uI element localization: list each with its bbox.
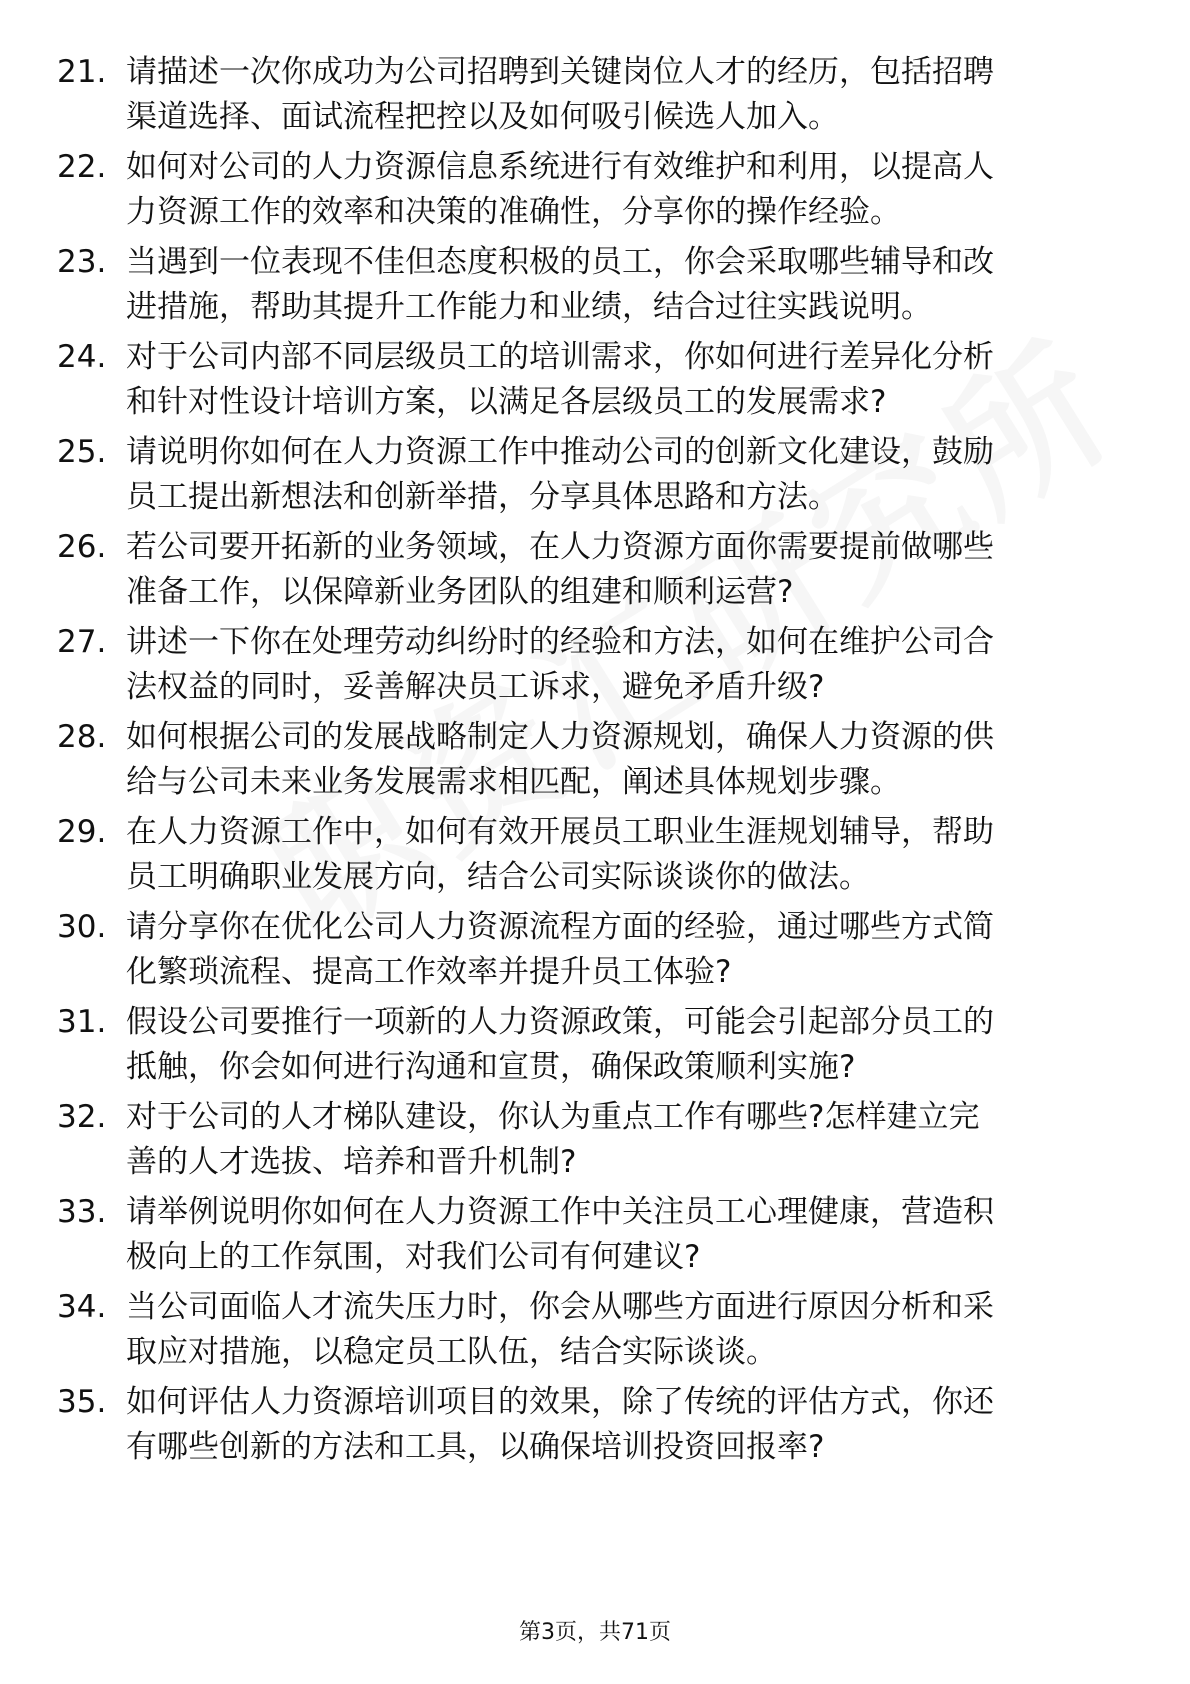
question-number: 33. — [57, 1194, 107, 1230]
question-item — [0, 905, 1190, 1000]
question-line: 对于公司的人才梯队建设，你认为重点工作有哪些?怎样建立完 — [126, 1099, 980, 1135]
question-line: 请说明你如何在人力资源工作中推动公司的创新文化建设，鼓励 — [126, 434, 994, 470]
question-text — [126, 1285, 1138, 1375]
question-text — [126, 1000, 1138, 1090]
question-text — [126, 430, 1138, 520]
question-line: 当遇到一位表现不佳但态度积极的员工，你会采取哪些辅导和改 — [126, 244, 994, 280]
question-line: 如何根据公司的发展战略制定人力资源规划，确保人力资源的供 — [126, 719, 994, 755]
question-number: 24. — [57, 339, 107, 375]
question-text — [126, 1190, 1138, 1280]
question-number: 27. — [57, 624, 107, 660]
question-item — [0, 50, 1190, 145]
question-line: 假设公司要推行一项新的人力资源政策，可能会引起部分员工的 — [126, 1004, 994, 1040]
question-item — [0, 240, 1190, 335]
question-line: 准备工作，以保障新业务团队的组建和顺利运营? — [126, 574, 794, 610]
question-item — [0, 810, 1190, 905]
question-item — [0, 1190, 1190, 1285]
question-line: 员工明确职业发展方向，结合公司实际谈谈你的做法。 — [126, 859, 870, 895]
question-line: 如何对公司的人力资源信息系统进行有效维护和利用，以提高人 — [126, 149, 994, 185]
question-item — [0, 430, 1190, 525]
question-text — [126, 50, 1138, 140]
question-list — [0, 50, 1190, 1475]
question-text — [126, 145, 1138, 235]
question-line: 渠道选择、面试流程把控以及如何吸引候选人加入。 — [126, 99, 839, 135]
question-line: 在人力资源工作中，如何有效开展员工职业生涯规划辅导，帮助 — [126, 814, 994, 850]
question-line: 极向上的工作氛围，对我们公司有何建议? — [126, 1239, 701, 1275]
question-line: 若公司要开拓新的业务领域，在人力资源方面你需要提前做哪些 — [126, 529, 994, 565]
question-item — [0, 525, 1190, 620]
question-item — [0, 145, 1190, 240]
question-line: 进措施，帮助其提升工作能力和业绩，结合过往实践说明。 — [126, 289, 932, 325]
question-item — [0, 1380, 1190, 1475]
question-line: 请举例说明你如何在人力资源工作中关注员工心理健康，营造积 — [126, 1194, 994, 1230]
question-text — [126, 1380, 1138, 1470]
question-number: 21. — [57, 54, 107, 90]
question-item — [0, 1000, 1190, 1095]
question-line: 如何评估人力资源培训项目的效果，除了传统的评估方式，你还 — [126, 1384, 994, 1420]
question-number: 28. — [57, 719, 107, 755]
question-number: 22. — [57, 149, 107, 185]
question-line: 给与公司未来业务发展需求相匹配，阐述具体规划步骤。 — [126, 764, 901, 800]
question-line: 请分享你在优化公司人力资源流程方面的经验，通过哪些方式简 — [126, 909, 994, 945]
question-line: 善的人才选拔、培养和晋升机制? — [126, 1144, 577, 1180]
question-item — [0, 335, 1190, 430]
question-line: 对于公司内部不同层级员工的培训需求，你如何进行差异化分析 — [126, 339, 994, 375]
question-line: 化繁琐流程、提高工作效率并提升员工体验? — [126, 954, 732, 990]
question-text — [126, 335, 1138, 425]
question-number: 32. — [57, 1099, 107, 1135]
question-text — [126, 525, 1138, 615]
question-line: 力资源工作的效率和决策的准确性，分享你的操作经验。 — [126, 194, 901, 230]
question-text — [126, 905, 1138, 995]
question-item — [0, 1095, 1190, 1190]
question-line: 有哪些创新的方法和工具，以确保培训投资回报率? — [126, 1429, 825, 1465]
question-number: 30. — [57, 909, 107, 945]
question-line: 讲述一下你在处理劳动纠纷时的经验和方法，如何在维护公司合 — [126, 624, 994, 660]
question-line: 法权益的同时，妥善解决员工诉求，避免矛盾升级? — [126, 669, 825, 705]
question-line: 取应对措施，以稳定员工队伍，结合实际谈谈。 — [126, 1334, 777, 1370]
question-number: 26. — [57, 529, 107, 565]
question-line: 抵触，你会如何进行沟通和宣贯，确保政策顺利实施? — [126, 1049, 856, 1085]
question-line: 和针对性设计培训方案，以满足各层级员工的发展需求? — [126, 384, 887, 420]
question-text — [126, 810, 1138, 900]
question-line: 当公司面临人才流失压力时，你会从哪些方面进行原因分析和采 — [126, 1289, 994, 1325]
question-number: 29. — [57, 814, 107, 850]
question-text — [126, 715, 1138, 805]
question-item — [0, 715, 1190, 810]
question-item — [0, 620, 1190, 715]
page-footer: 第3页，共71页 — [519, 1620, 671, 1645]
question-text — [126, 620, 1138, 710]
question-text — [126, 1095, 1138, 1185]
question-line: 请描述一次你成功为公司招聘到关键岗位人才的经历，包括招聘 — [126, 54, 994, 90]
question-number: 23. — [57, 244, 107, 280]
question-item — [0, 1285, 1190, 1380]
question-text — [126, 240, 1138, 330]
question-number: 34. — [57, 1289, 107, 1325]
question-number: 25. — [57, 434, 107, 470]
question-line: 员工提出新想法和创新举措，分享具体思路和方法。 — [126, 479, 839, 515]
question-number: 35. — [57, 1384, 107, 1420]
question-number: 31. — [57, 1004, 107, 1040]
